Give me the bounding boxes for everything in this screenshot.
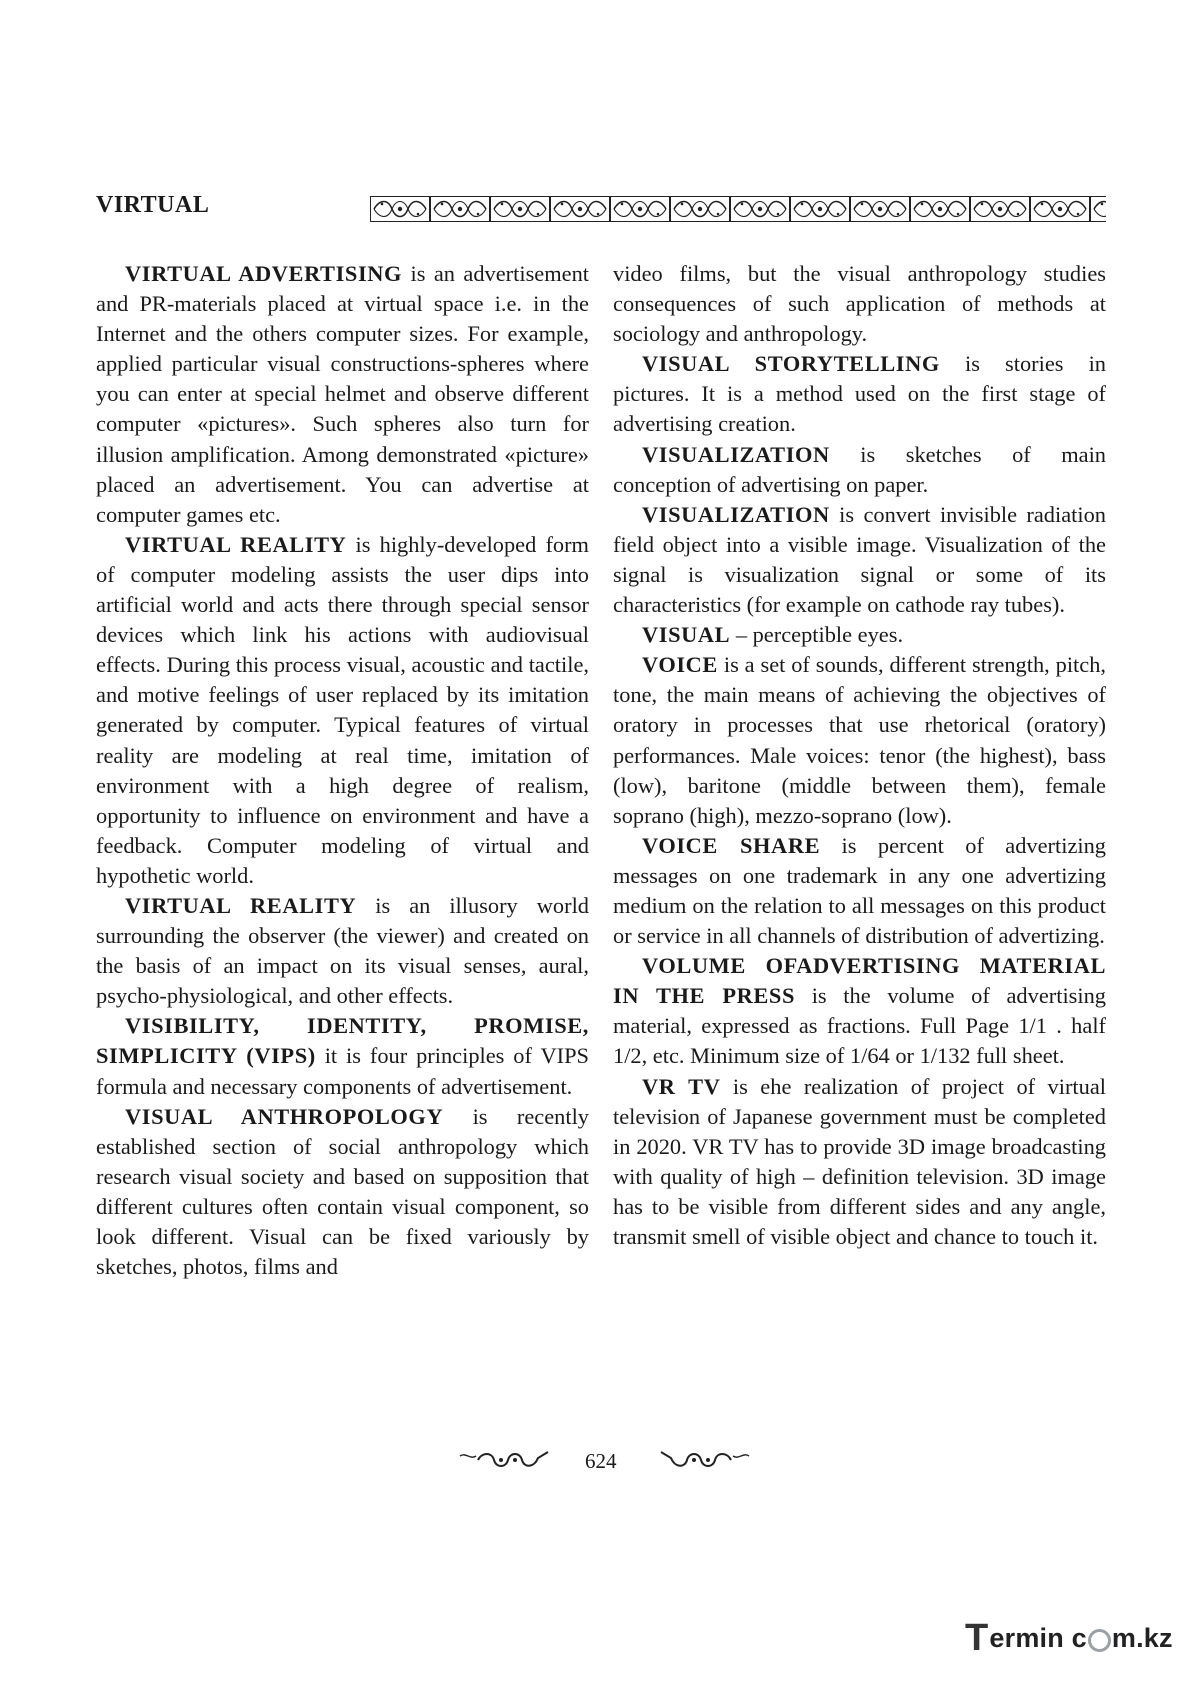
entry-definition: is a set of sounds, different strength, pitch, tone, the main means of achieving the objectives of oratory in processes that use rhetorical (oratory) performances. Male voices: tenor (the highest), bass (low), baritone (middle between them), female soprano (high), mezzo-soprano (low). [613, 652, 1106, 828]
brand-o-ring-icon [1088, 1629, 1111, 1652]
page-number: 624 [585, 1449, 617, 1473]
entry-definition: it is four principles of VIPS formula and necessary components of advertisement. [96, 1043, 589, 1099]
entry-definition: is an advertisement and PR-materials placed at virtual space i.e. in the Internet and the others computer sizes. For example, applied particular visual constructions-spheres where you can enter at special helmet and observe different computer «pictures». Such spheres also turn for illusion amplification. Among demonstrated «picture» placed an advertisement. You can advertise at computer games etc. [96, 261, 589, 527]
footer-ornament-right-icon [659, 1448, 751, 1472]
entry-term: VIRTUAL REALITY [125, 531, 347, 557]
entry-virtual-advertising [96, 259, 589, 530]
termincom-logo-icon: T [965, 1616, 989, 1659]
entry-term: VISUAL ANTHROPOLOGY [125, 1103, 444, 1129]
entry-definition: is recently established section of social anthropology which research visual society and based on supposition that different cultures often contain visual component, so look different. Visual can be fixed variously by sketches, photos, films and [96, 1103, 589, 1280]
entry-voice-share [613, 831, 1106, 951]
brand-text-part-1: ermin c [989, 1622, 1087, 1653]
entry-term: VISUAL STORYTELLING [642, 351, 940, 377]
entry-definition: – perceptible eyes. [730, 622, 904, 648]
entry-definition: is convert invisible radiation field object into a visible image. Visualization of the signal is visualization signal or some of its characteristics (for example on cathode ray tubes). [613, 501, 1106, 618]
entry-definition: is percent of advertizing messages on one trademark in any one advertizing medium on the relation to all messages on this product or service in all channels of distribution of advertizing. [613, 832, 1106, 949]
entry-vips [96, 1011, 589, 1101]
entry-term: VIRTUAL REALITY [125, 892, 357, 918]
header-ornament-band [370, 196, 1106, 222]
entry-definition: is the volume of advertising material, expressed as fractions. Full Page 1/1 . half 1/2, etc. Minimum size of 1/64 or 1/132 full sheet. [613, 983, 1106, 1069]
entry-visual-anthropology [96, 1102, 589, 1283]
entry-virtual-reality-1 [96, 530, 589, 891]
entry-visual [613, 620, 1106, 650]
entry-definition: is an illusory world surrounding the observer (the viewer) and created on the basis of an impact on its visual senses, aural, psycho-physiological, and other effects. [96, 892, 589, 1009]
running-head: VIRTUAL [96, 192, 210, 218]
entry-definition: is sketches of main conception of advertising on paper. [613, 441, 1106, 497]
entry-visualization-2 [613, 500, 1106, 620]
entry-visualization-1 [613, 440, 1106, 500]
entry-visual-storytelling [613, 349, 1106, 439]
right-column [613, 259, 1106, 1252]
entry-vr-tv [613, 1072, 1106, 1253]
entry-term: VOICE SHARE [642, 832, 821, 858]
entry-term: VOICE [642, 652, 718, 678]
entry-volume-of-advertising-material [613, 951, 1106, 1071]
brand-text-part-2: m.kz [1111, 1622, 1173, 1653]
continued-text: video films, but the visual anthropology studies consequences of such application of methods at sociology and anthropology. [613, 261, 1106, 347]
entry-term: VOLUME OFADVERTISING MATERIAL IN THE PRESS [613, 953, 1106, 1009]
left-column [96, 259, 589, 1282]
entry-term: VISIBILITY, IDENTITY, PROMISE, SIMPLICITY (VIPS) [96, 1013, 589, 1069]
termincom-watermark [965, 1618, 1173, 1658]
entry-term: VISUAL [642, 622, 731, 648]
entry-definition: is ehe realization of project of virtual television of Japanese government must be completed in 2020. VR TV has to provide 3D image broadcasting with quality of high – definition television. 3D image has to be visible from different sides and any angle, transmit smell of visible object and chance to touch it. [613, 1073, 1106, 1249]
entry-term: VISUALIZATION [642, 501, 830, 527]
entry-term: VISUALIZATION [642, 441, 830, 467]
footer-ornament-left-icon [458, 1448, 550, 1472]
entry-definition: is highly-developed form of computer modeling assists the user dips into artificial world and acts there through special sensor devices which link his actions with audiovisual effects. During this process visual, acoustic and tactile, and motive feelings of user replaced by its imitation generated by computer. Typical features of virtual reality are modeling at real time, imitation of environment with a high degree of realism, opportunity to influence on environment and have a feedback. Computer modeling of virtual and hypothetic world. [96, 531, 589, 888]
entry-term: VR TV [642, 1073, 721, 1099]
entry-voice [613, 650, 1106, 831]
entry-term: VIRTUAL ADVERTISING [125, 261, 403, 286]
entry-virtual-reality-2 [96, 891, 589, 1011]
entry-definition: is stories in pictures. It is a method used on the first stage of advertising creation. [613, 351, 1107, 437]
